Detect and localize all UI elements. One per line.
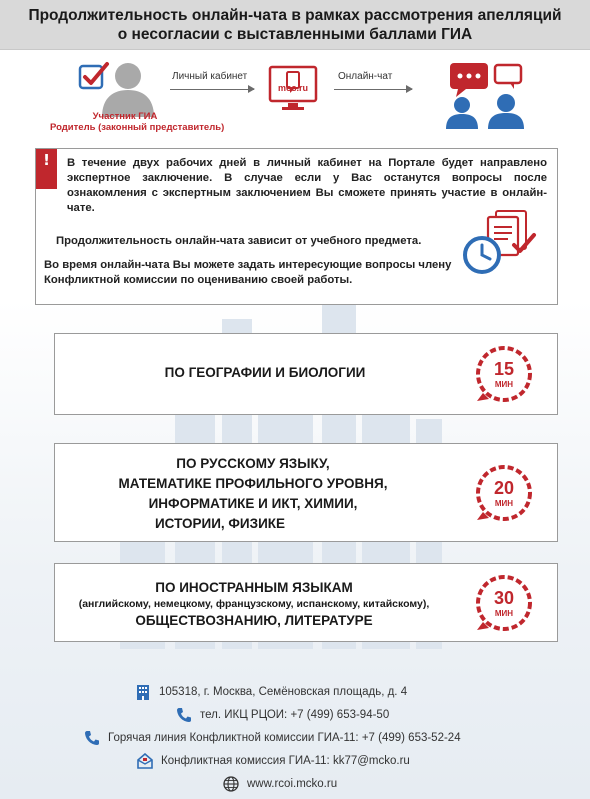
timer-icon	[473, 462, 535, 524]
subject-line: ИНФОРМАТИКЕ И ИКТ, ХИМИИ,	[148, 496, 358, 511]
contact-phone	[176, 707, 389, 723]
timer-unit: МИН	[494, 499, 514, 508]
participant-parent: Родитель (законный представитель)	[50, 122, 225, 133]
email-text: Конфликтная комиссия ГИА-11: kk77@mcko.ru	[161, 755, 410, 767]
phone-icon	[176, 707, 192, 723]
subject-line: (английскому, немецкому, французскому, испанскому, китайскому),	[78, 598, 430, 610]
timer-unit: МИН	[494, 609, 514, 618]
timer-icon	[473, 343, 535, 405]
arrow-to-portal	[170, 89, 254, 90]
phone-text: тел. ИКЦ РЦОИ: +7 (499) 653-94-50	[200, 709, 390, 721]
online-chat-icon	[440, 61, 535, 129]
participant-label	[50, 111, 225, 133]
user-silhouette-icon	[100, 59, 156, 117]
contact-website[interactable]	[223, 776, 337, 792]
arrow-to-chat	[334, 89, 412, 90]
subject-line: ОБЩЕСТВОЗНАНИЮ, ЛИТЕРАТУРЕ	[135, 613, 373, 628]
alert-marker	[36, 149, 57, 189]
address-text: 105318, г. Москва, Семёновская площадь, д. 4	[159, 686, 408, 698]
subject-card-30min	[54, 563, 558, 642]
timer-minutes: 20	[493, 478, 515, 498]
timer-minutes: 30	[493, 588, 515, 608]
subject-line: ИСТОРИИ, ФИЗИКЕ	[154, 516, 286, 531]
portal-label: mos.ru	[277, 83, 308, 93]
website-link[interactable]: www.rcoi.mcko.ru	[247, 778, 338, 790]
subject-card-title	[83, 454, 423, 534]
subject-line: ПО РУССКОМУ ЯЗЫКУ,	[176, 456, 330, 471]
phone-icon	[84, 730, 100, 746]
page-title-line-2: о несогласии с выставленными баллами ГИА	[117, 25, 473, 43]
process-flow	[0, 55, 590, 140]
page-title	[15, 6, 575, 44]
subject-card-title	[65, 364, 465, 382]
timer-unit: МИН	[494, 380, 514, 389]
subject-line: ПО ИНОСТРАННЫМ ЯЗЫКАМ	[155, 580, 353, 595]
info-paragraph-1: В течение двух рабочих дней в личный кабинет на Портале будет направлено экспертное заключение. В случае если у Вас останутся вопросы после ознакомления с экспертным заключением Вы сможете принять участие в онлайн-чате.	[67, 157, 547, 214]
subject-line: МАТЕМАТИКЕ ПРОФИЛЬНОГО УРОВНЯ,	[118, 476, 388, 491]
timer-minutes: 15	[493, 359, 515, 379]
page-header	[0, 0, 590, 50]
documents-clock-icon	[458, 209, 548, 275]
info-paragraph-2: Продолжительность онлайн-чата зависит от учебного предмета.	[56, 235, 422, 247]
alert-mark-icon: !	[43, 151, 50, 169]
email-icon	[137, 753, 153, 769]
subject-card-title	[29, 579, 479, 630]
subject-line: ПО ГЕОГРАФИИ И БИОЛОГИИ	[164, 365, 366, 380]
contact-hotline	[84, 730, 461, 746]
building-icon	[135, 684, 151, 700]
subject-card-15min	[54, 333, 558, 415]
participant-title: Участник ГИА	[92, 111, 158, 122]
hotline-text: Горячая линия Конфликтной комиссии ГИА-11: +7 (499) 653-52-24	[108, 732, 461, 744]
globe-icon	[223, 776, 239, 792]
page-title-line-1: Продолжительность онлайн-чата в рамках рассмотрения апелляций	[28, 6, 562, 24]
timer-icon	[473, 572, 535, 634]
subject-card-20min	[54, 443, 558, 542]
step-label-chat: Онлайн-чат	[338, 71, 393, 82]
contact-email	[137, 753, 410, 769]
contact-address	[135, 684, 407, 700]
info-paragraph-3: Во время онлайн-чата Вы можете задать интересующие вопросы члену Конфликтной комиссии по оцениванию своей работы.	[44, 259, 452, 286]
step-label-cabinet: Личный кабинет	[172, 71, 248, 82]
info-panel	[35, 148, 558, 305]
